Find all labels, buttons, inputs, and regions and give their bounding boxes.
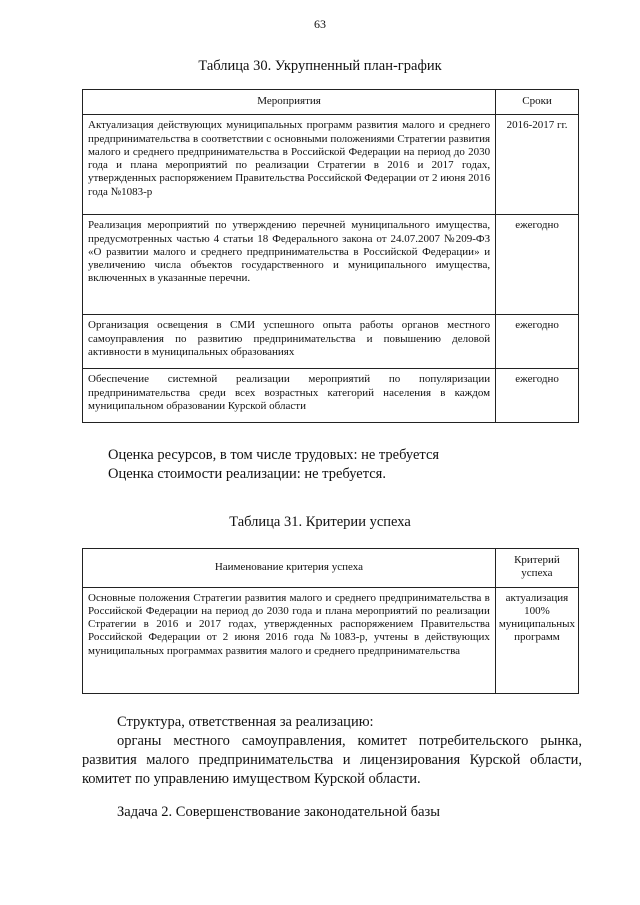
term-cell: ежегодно <box>496 369 579 423</box>
task-cell: Обеспечение системной реализации мероприятий по популяризации предпринимательства среди всех возрастных категорий населения в каждом муниципальном образовании Курской области <box>83 369 496 423</box>
table-row <box>83 587 579 693</box>
responsible-structure <box>82 713 582 789</box>
resource-estimate-line: Оценка ресурсов, в том числе трудовых: не требуется <box>108 447 440 463</box>
column-header-criterion: Критерий успеха <box>495 549 578 588</box>
term-cell: ежегодно <box>496 315 579 369</box>
column-header-terms: Сроки <box>496 90 579 115</box>
table-31 <box>82 548 579 694</box>
table-row <box>83 369 579 423</box>
resource-estimates <box>108 446 588 484</box>
cost-estimate-line: Оценка стоимости реализации: не требуется. <box>108 466 386 482</box>
task-cell: Организация освещения в СМИ успешного опыта работы органов местного самоуправления по развитию предпринимательства и повышению деловой активности в муниципальных образованиях <box>83 315 496 369</box>
criterion-value-cell: актуализация 100% муниципальных программ <box>495 587 578 693</box>
criterion-name-cell: Основные положения Стратегии развития малого и среднего предпринимательства в Российской Федерации на период до 2030 года и плана мероприятий по реализации Стратегии в 2016 и 2017 годах, утвержденных распоряжением Правительства Российской Федерации от 2 июня 2016 года №1083-р, учтены в действующих муниципальных программах развития малого и среднего предпринимательства <box>83 587 496 693</box>
term-cell: ежегодно <box>496 215 579 315</box>
table-30-title: Таблица 30. Укрупненный план-график <box>198 58 442 74</box>
column-header-criterion-name: Наименование критерия успеха <box>83 549 496 588</box>
task-2-heading: Задача 2. Совершенствование законодательной базы <box>117 804 441 820</box>
table-30 <box>82 89 579 423</box>
table-row <box>83 115 579 215</box>
column-header-tasks: Мероприятия <box>83 90 496 115</box>
table-row <box>83 315 579 369</box>
table-row <box>83 215 579 315</box>
structure-heading: Структура, ответственная за реализацию: <box>117 714 374 730</box>
task-cell: Актуализация действующих муниципальных программ развития малого и среднего предпринимательства в соответствии с основными положениями Стратегии развития малого и среднего предпринимательства в Российской Федерации на период до 2030 года и плана мероприятий по реализации Стратегии в 2016 и 2017 годах, утвержденных распоряжением Правительства Российской Федерации от 2 июня 2016 года №1083-р <box>83 115 496 215</box>
table-30-header-row <box>83 90 579 115</box>
structure-body: органы местного самоуправления, комитет потребительского рынка, развития малого предпринимательства и лицензирования Курской области, комитет по управлению имуществом Курской области. <box>82 733 582 787</box>
page-number: 63 <box>314 17 326 31</box>
term-cell: 2016-2017 гг. <box>496 115 579 215</box>
table-31-header-row <box>83 549 579 588</box>
task-cell: Реализация мероприятий по утверждению перечней муниципального имущества, предусмотренных частью 4 статьи 18 Федерального закона от 24.07.2007 №209-ФЗ «О развитии малого и среднего предпринимательства в Российской Федерации» и увеличению числа объектов государственного и муниципального имущества, включенных в указанные перечни. <box>83 215 496 315</box>
table-31-title: Таблица 31. Критерии успеха <box>229 514 411 530</box>
